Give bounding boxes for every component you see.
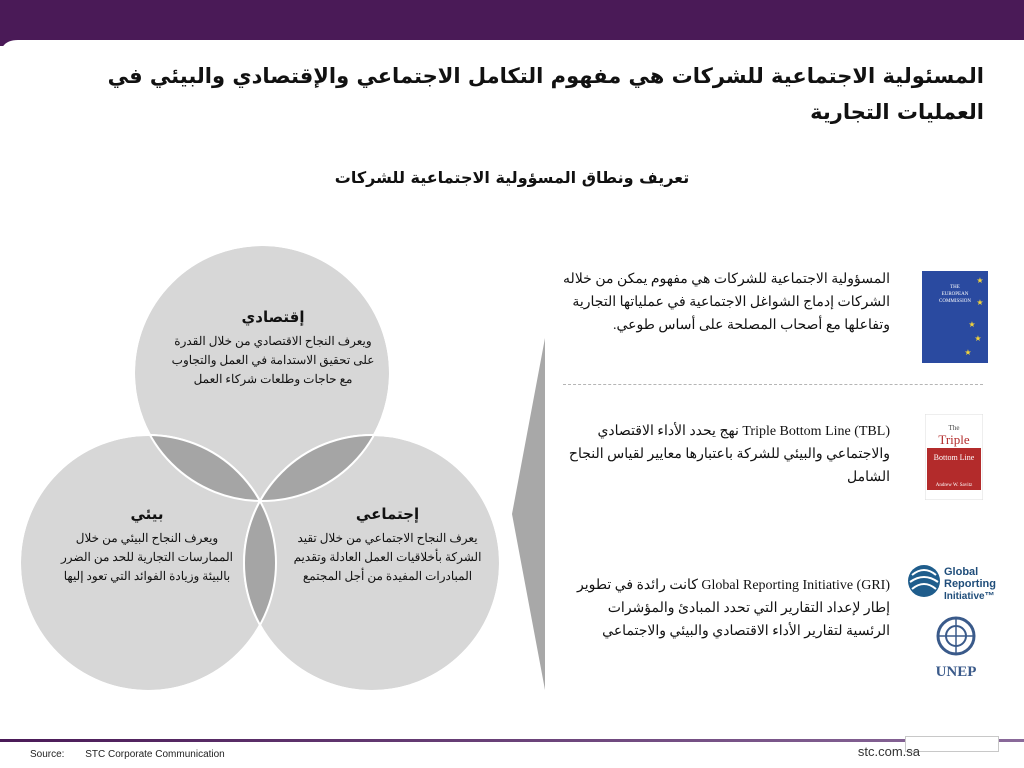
source-value: STC Corporate Communication [85, 749, 225, 760]
svg-text:Andrew W. Savitz: Andrew W. Savitz [935, 483, 973, 488]
svg-text:Initiative™: Initiative™ [944, 591, 995, 602]
social-body: يعرف النجاح الاجتماعي من خلال تقيد الشركة بأخلاقيات العمل العادلة وتقديم المبادرات المفيدة من أجل المجتمع [293, 531, 482, 583]
header-band [0, 0, 1024, 46]
environmental-body: ويعرف النجاح البيئي من خلال الممارسات التجارية للحد من الضرر بالبيئة وزيادة الفوائد التي تعود إليها [61, 531, 233, 583]
social-title: إجتماعي [355, 505, 420, 523]
svg-text:EUROPEAN: EUROPEAN [941, 292, 969, 297]
svg-text:★: ★ [976, 298, 984, 307]
svg-text:THE: THE [950, 285, 960, 290]
section-subtitle: تعريف ونطاق المسؤولية الاجتماعية للشركات [334, 168, 690, 187]
svg-text:★: ★ [976, 276, 984, 285]
source-label: Source: [30, 749, 65, 760]
svg-text:UNEP: UNEP [935, 664, 977, 680]
svg-text:COMMISSION: COMMISSION [939, 299, 971, 304]
triple-bottom-line-book [925, 414, 983, 500]
connector-arrow [512, 338, 545, 690]
divider [563, 384, 983, 385]
economic-body: ويعرف النجاح الاقتصادي من خلال القدرة على تحقيق الاستدامة في العمل والتجاوب مع حاجات وطلعات شركاء العمل [171, 334, 375, 386]
footer-source [30, 749, 225, 760]
economic-title: إقتصادي [241, 308, 305, 326]
svg-text:Triple: Triple [938, 432, 970, 447]
svg-text:★: ★ [968, 320, 976, 329]
page-title: المسئولية الاجتماعية للشركات هي مفهوم التكامل الاجتماعي والإقتصادي والبيئي في العمليات التجارية [107, 64, 984, 124]
unep-logo [928, 614, 984, 680]
gri-logo [904, 560, 1004, 606]
svg-text:★: ★ [974, 334, 982, 343]
footer-brand: stc.com.sa [857, 744, 920, 759]
definition-csr: المسؤولية الاجتماعية للشركات هي مفهوم يمكن من خلاله الشركات إدماج الشواغل الاجتماعية في عملياتها التجارية وتفاعلها مع أصحاب المصلحة على أساس طوعي. [563, 272, 890, 333]
european-commission-logo [922, 271, 988, 363]
footer-line [0, 739, 1024, 742]
svg-text:★: ★ [964, 348, 972, 357]
social-block [280, 505, 495, 586]
svg-text:The: The [948, 424, 960, 432]
venn-diagram [0, 235, 560, 705]
economic-block [168, 308, 378, 389]
definition-tbl: (Triple Bottom Line (TBL نهج يحدد الأداء الاقتصادي والاجتماعي والبيئي للشركة باعتبارها معايير لقياس النجاح الشامل [568, 424, 890, 485]
svg-text:Reporting: Reporting [944, 578, 996, 590]
environmental-block [52, 505, 242, 586]
environmental-title: بيئي [130, 505, 164, 523]
svg-text:Bottom Line: Bottom Line [933, 453, 975, 462]
svg-text:Global: Global [944, 566, 979, 578]
definition-gri: (Global Reporting Initiative (GRI كانت رائدة في تطوير إطار لإعداد التقارير التي تحدد المبادئ والمؤشرات الرئسية لتقارير الأداء الاقتصادي والبيئي والاجتماعي [577, 578, 890, 639]
